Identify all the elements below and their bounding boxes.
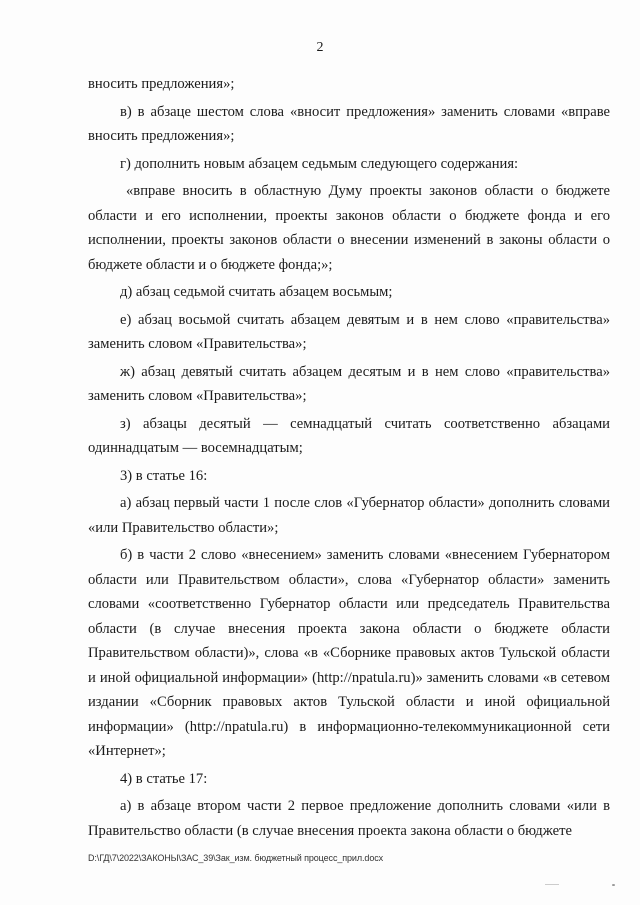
paragraph-article-17: 4) в статье 17: xyxy=(120,770,208,787)
paragraph-item-v: в) в абзаце шестом слова «вносит предложения» заменить словами «вправе вносить предложения»; xyxy=(88,103,610,144)
scan-speck xyxy=(545,884,559,885)
file-path-footer: D:\ГД\7\2022\ЗАКОНЫ\ЗАС_39\Зак_изм. бюджетный процесс_прил.docx xyxy=(88,853,384,863)
paragraph-item-a-17: а) в абзаце втором части 2 первое предложение дополнить словами «или в Правительство области (в случае внесения проекта закона области о бюджете xyxy=(88,798,610,839)
paragraph-item-e: е) абзац восьмой считать абзацем девятым и в нем слово «правительства» заменить словом «Правительства»; xyxy=(88,311,610,352)
paragraph-item-z: з) абзацы десятый — семнадцатый считать соответственно абзацами одиннадцатым — восемнадцатым; xyxy=(88,415,610,456)
paragraph-item-zh: ж) абзац девятый считать абзацем десятым и в нем слово «правительства» заменить словом «Правительства»; xyxy=(88,363,610,404)
paragraph-item-g: г) дополнить новым абзацем седьмым следующего содержания: xyxy=(120,155,519,172)
page-number: 2 xyxy=(316,40,324,55)
document-body xyxy=(88,72,610,846)
paragraph-quote: «вправе вносить в областную Думу проекты законов области о бюджете области и его исполнении, проекты законов области о бюджете фонда и его исполнении, проекты законов области о внесении изменений в законы области о бюджете области и о бюджете фонда;»; xyxy=(88,183,610,273)
paragraph-item-a-16: а) абзац первый части 1 после слов «Губернатор области» дополнить словами «или Правительство области»; xyxy=(88,495,610,536)
paragraph-article-16: 3) в статье 16: xyxy=(120,467,208,484)
paragraph-item-b-16: б) в части 2 слово «внесением» заменить словами «внесением Губернатором области или Правительством области», слова «Губернатор области» заменить словами «соответственно Губернатор области или председатель Правительства области (в случае внесения проекта закона области о бюджете области Правительством области)», слова «в «Сборнике правовых актов Тульской области и иной официальной информации» (http://npatula.ru)» заменить словами «в сетевом издании «Сборник правовых актов Тульской области и иной официальной информации» (http://npatula.ru) в информационно-телекоммуникационной сети «Интернет»; xyxy=(88,547,610,759)
paragraph-item-d: д) абзац седьмой считать абзацем восьмым; xyxy=(120,284,393,300)
paragraph-continuation: вносить предложения»; xyxy=(88,76,235,92)
scan-speck xyxy=(612,884,615,886)
